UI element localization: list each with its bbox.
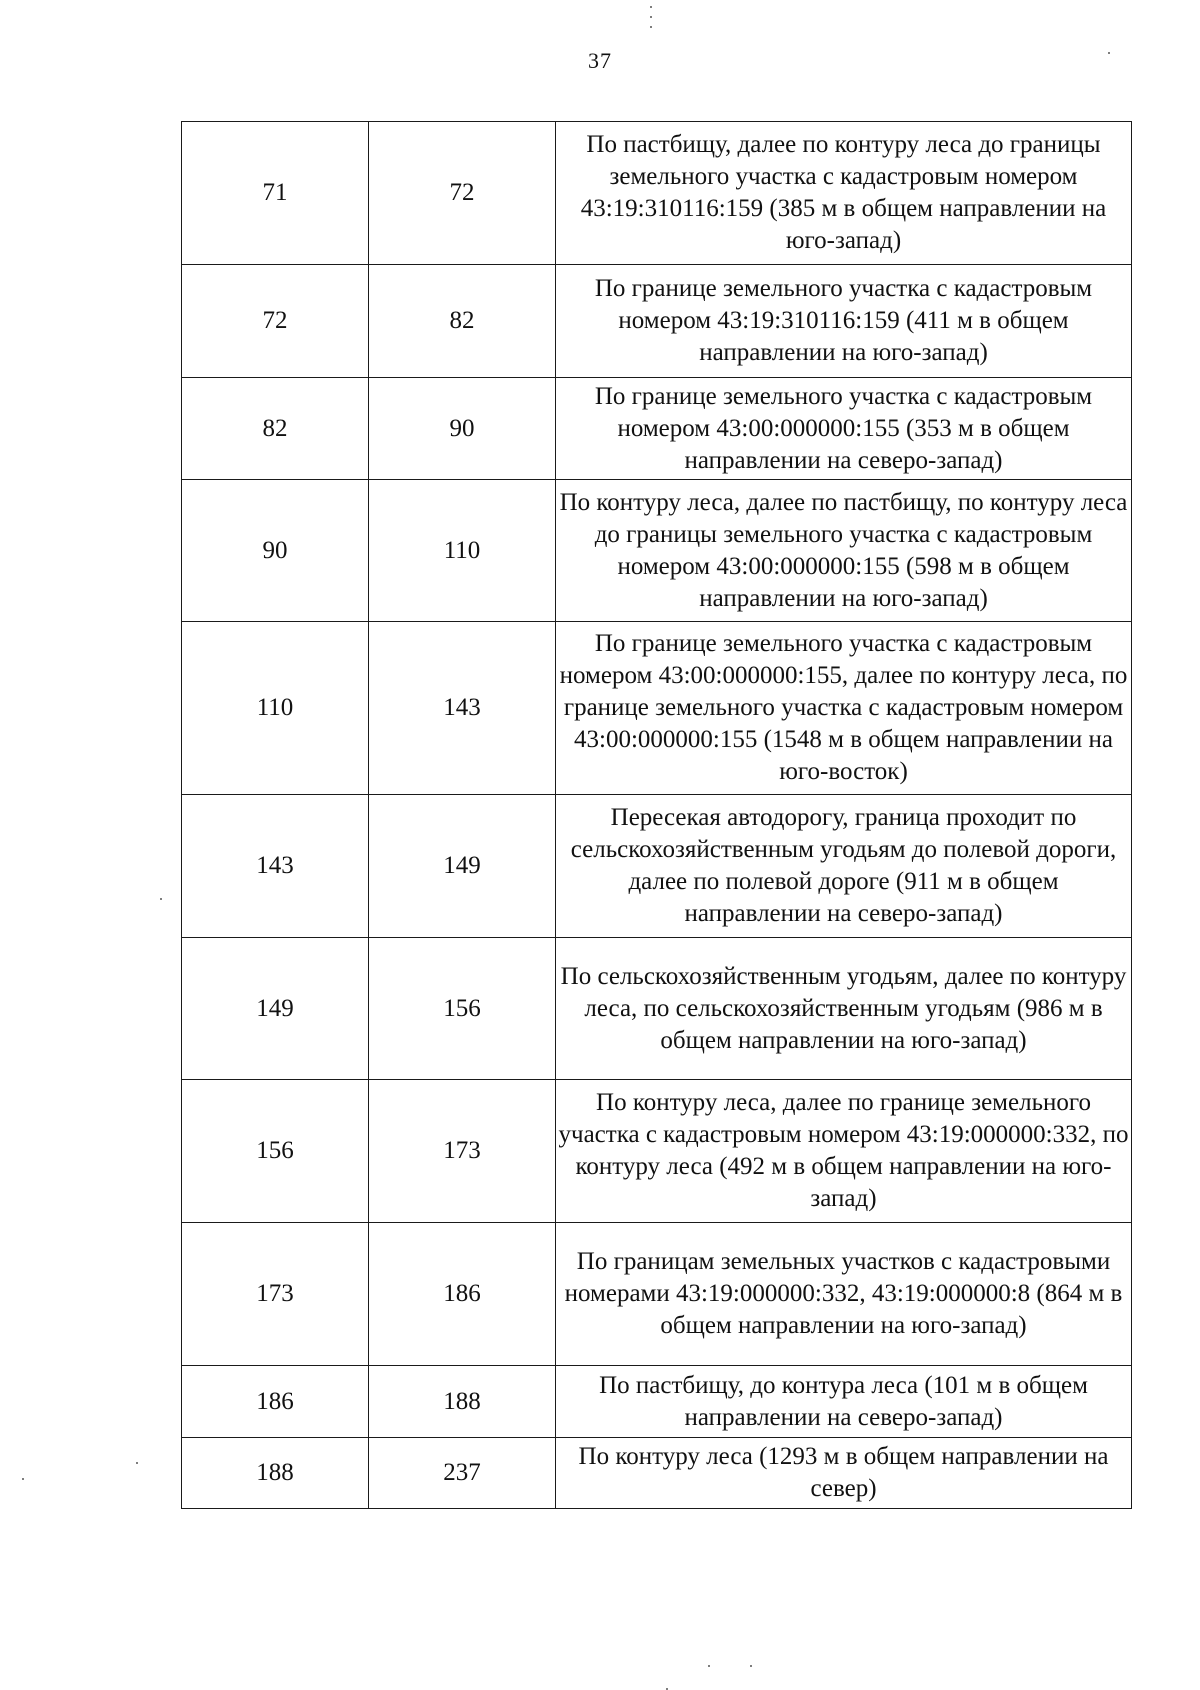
description-cell: По пастбищу, до контура леса (101 м в общем направлении на северо-запад) bbox=[556, 1366, 1132, 1438]
boundary-description-table bbox=[181, 121, 1132, 1509]
description-cell: По границам земельных участков с кадастровыми номерами 43:19:000000:332, 43:19:000000:8 (864 м в общем направлении на юго-запад) bbox=[556, 1223, 1132, 1366]
description-cell: По контуру леса, далее по границе земельного участка с кадастровым номером 43:19:000000:332, по контуру леса (492 м в общем направлении на юго-запад) bbox=[556, 1080, 1132, 1223]
from-point-cell: 90 bbox=[182, 480, 369, 622]
scan-speck bbox=[650, 16, 652, 18]
to-point-cell: 72 bbox=[369, 122, 556, 265]
to-point-cell: 149 bbox=[369, 795, 556, 938]
scan-speck bbox=[1108, 52, 1110, 54]
to-point-cell: 90 bbox=[369, 378, 556, 480]
table-row bbox=[182, 265, 1132, 378]
from-point-cell: 72 bbox=[182, 265, 369, 378]
description-cell: По границе земельного участка с кадастровым номером 43:00:000000:155, далее по контуру леса, по границе земельного участка с кадастровым номером 43:00:000000:155 (1548 м в общем направлении на юго-восток) bbox=[556, 622, 1132, 795]
description-cell: По контуру леса, далее по пастбищу, по контуру леса до границы земельного участка с кадастровым номером 43:00:000000:155 (598 м в общем направлении на юго-запад) bbox=[556, 480, 1132, 622]
scan-speck bbox=[136, 1462, 138, 1464]
from-point-cell: 173 bbox=[182, 1223, 369, 1366]
description-cell: По границе земельного участка с кадастровым номером 43:00:000000:155 (353 м в общем направлении на северо-запад) bbox=[556, 378, 1132, 480]
to-point-cell: 143 bbox=[369, 622, 556, 795]
table-row bbox=[182, 938, 1132, 1080]
description-cell: По контуру леса (1293 м в общем направлении на север) bbox=[556, 1438, 1132, 1509]
scan-speck bbox=[160, 898, 162, 900]
to-point-cell: 186 bbox=[369, 1223, 556, 1366]
to-point-cell: 156 bbox=[369, 938, 556, 1080]
table-row bbox=[182, 1223, 1132, 1366]
to-point-cell: 82 bbox=[369, 265, 556, 378]
table-row bbox=[182, 480, 1132, 622]
scan-speck bbox=[650, 26, 652, 28]
from-point-cell: 110 bbox=[182, 622, 369, 795]
description-cell: Пересекая автодорогу, граница проходит по сельскохозяйственным угодьям до полевой дороги, далее по полевой дороге (911 м в общем направлении на северо-запад) bbox=[556, 795, 1132, 938]
description-cell: По пастбищу, далее по контуру леса до границы земельного участка с кадастровым номером 43:19:310116:159 (385 м в общем направлении на юго-запад) bbox=[556, 122, 1132, 265]
from-point-cell: 186 bbox=[182, 1366, 369, 1438]
from-point-cell: 149 bbox=[182, 938, 369, 1080]
to-point-cell: 110 bbox=[369, 480, 556, 622]
table-row bbox=[182, 1438, 1132, 1509]
from-point-cell: 156 bbox=[182, 1080, 369, 1223]
from-point-cell: 71 bbox=[182, 122, 369, 265]
from-point-cell: 143 bbox=[182, 795, 369, 938]
table-row bbox=[182, 122, 1132, 265]
scan-speck bbox=[650, 6, 652, 8]
table-row bbox=[182, 795, 1132, 938]
description-cell: По сельскохозяйственным угодьям, далее по контуру леса, по сельскохозяйственным угодьям (986 м в общем направлении на юго-запад) bbox=[556, 938, 1132, 1080]
from-point-cell: 188 bbox=[182, 1438, 369, 1509]
scan-speck bbox=[708, 1665, 710, 1667]
table-row bbox=[182, 378, 1132, 480]
scan-speck bbox=[22, 1478, 24, 1480]
table-row bbox=[182, 1080, 1132, 1223]
from-point-cell: 82 bbox=[182, 378, 369, 480]
table-row bbox=[182, 1366, 1132, 1438]
to-point-cell: 188 bbox=[369, 1366, 556, 1438]
page-number: 37 bbox=[588, 48, 612, 73]
to-point-cell: 237 bbox=[369, 1438, 556, 1509]
to-point-cell: 173 bbox=[369, 1080, 556, 1223]
table-row bbox=[182, 622, 1132, 795]
description-cell: По границе земельного участка с кадастровым номером 43:19:310116:159 (411 м в общем направлении на юго-запад) bbox=[556, 265, 1132, 378]
scan-speck bbox=[750, 1665, 752, 1667]
